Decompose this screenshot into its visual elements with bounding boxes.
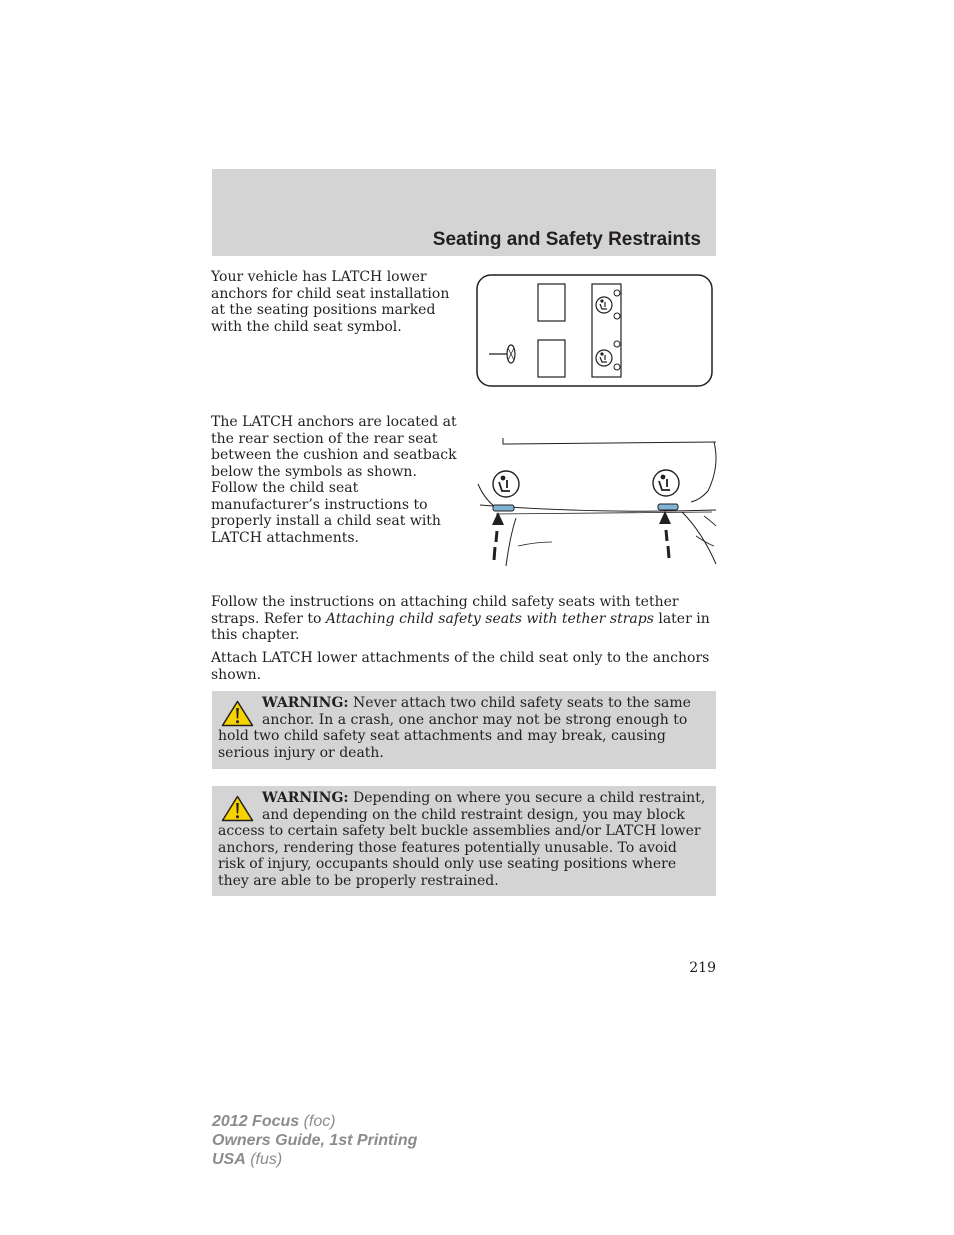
- child-seat-icon: [596, 350, 612, 366]
- child-seat-icon: [493, 471, 519, 497]
- warning-triangle-icon: [221, 795, 254, 822]
- arrow-up-icon: [492, 512, 504, 560]
- anchor-point: [614, 313, 620, 319]
- latch-anchor-illustration: [476, 436, 717, 570]
- warning-text: WARNING: Depending on where you secure a child restraint, and depending on the child restraint design, you may block access to certain safety belt buckle assemblies and/or LATCH lower anchors, rendering those features potentially unusable. To avoid risk of injury, occupants should only use seating positions where they are able to be properly restrained.: [218, 790, 706, 889]
- anchor-point: [614, 364, 620, 370]
- footer-model-line: 2012 Focus (foc): [212, 1113, 336, 1130]
- footer-guide-line: Owners Guide, 1st Printing: [212, 1132, 418, 1149]
- warning-text: WARNING: Never attach two child safety seats to the same anchor. In a crash, one anchor may not be strong enough to hold two child safety seat attachments and may break, causing serious injury or death.: [218, 695, 691, 761]
- front-seat: [538, 284, 565, 321]
- warning-triangle-icon: [221, 700, 254, 727]
- warning-box: [212, 691, 716, 769]
- warning-label: WARNING:: [262, 695, 349, 711]
- latch-intro-paragraph: Your vehicle has LATCH lower anchors for child seat installation at the seating positions marked with the child seat symbol.: [211, 269, 450, 335]
- page-number: 219: [689, 960, 716, 976]
- tether-section-reference: Attaching child safety seats with tether straps: [325, 610, 654, 627]
- latch-anchor: [658, 504, 678, 510]
- warning-box: [212, 786, 716, 896]
- front-seat: [538, 340, 565, 377]
- document-footer: [212, 1112, 417, 1169]
- child-seat-icon: [653, 470, 679, 496]
- anchor-point: [614, 290, 620, 296]
- arrow-up-icon: [659, 511, 671, 558]
- section-title: Seating and Safety Restraints: [432, 229, 701, 250]
- seating-diagram: [476, 274, 714, 388]
- latch-anchor: [493, 505, 514, 511]
- warning-label: WARNING:: [262, 790, 349, 806]
- child-seat-icon: [596, 297, 612, 313]
- footer-market-line: USA (fus): [212, 1151, 283, 1168]
- section-header: [212, 169, 716, 256]
- attach-only-paragraph: Attach LATCH lower attachments of the child seat only to the anchors shown.: [211, 650, 710, 683]
- anchor-point: [614, 341, 620, 347]
- tether-paragraph: Follow the instructions on attaching child safety seats with tether straps. Refer to Attaching child safety seats with tether straps later in this chapter.: [211, 594, 710, 643]
- latch-location-paragraph: The LATCH anchors are located at the rear section of the rear seat between the cushion and seatback below the symbols as shown. Follow the child seat manufacturer’s instructions to properly install a child seat with LATCH attachments.: [211, 414, 457, 546]
